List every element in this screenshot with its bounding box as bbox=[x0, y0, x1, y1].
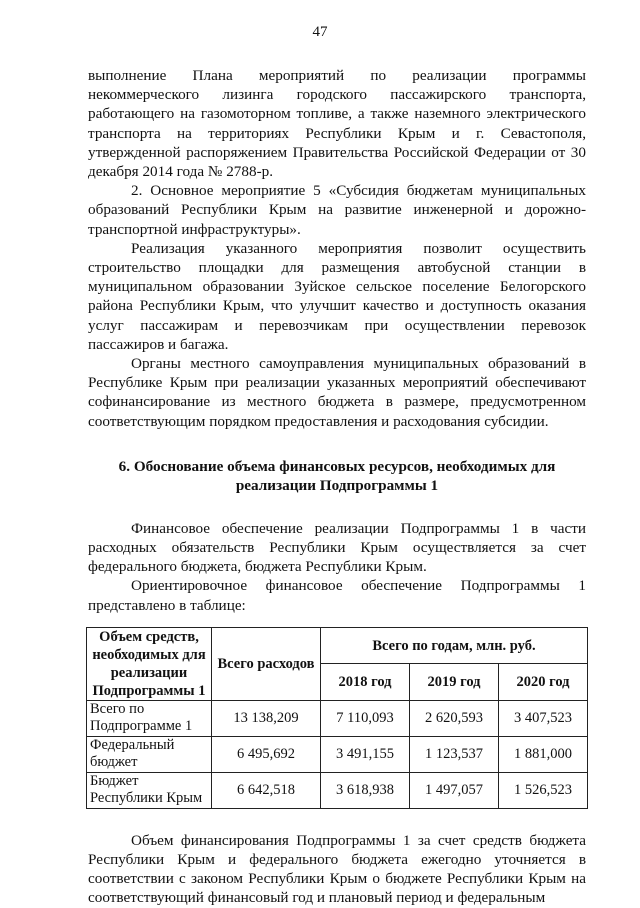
cell-total: 6 642,518 bbox=[212, 772, 321, 808]
cell-2019: 1 497,057 bbox=[410, 772, 499, 808]
cell-total: 13 138,209 bbox=[212, 700, 321, 736]
paragraph: Финансовое обеспечение реализации Подпрограммы 1 в части расходных обязательств Республики Крым осуществляется за счет федерального бюджета, бюджета Республики Крым. bbox=[88, 519, 586, 576]
table-header-volume: Объем средств, необходимых для реализации Подпрограммы 1 bbox=[87, 627, 212, 700]
cell-2020: 1 881,000 bbox=[499, 736, 588, 772]
page-number: 47 bbox=[312, 24, 328, 40]
row-label: Всего по Подпрограмме 1 bbox=[87, 700, 212, 736]
row-label: Бюджет Республики Крым bbox=[87, 772, 212, 808]
section-title: 6. Обоснование объема финансовых ресурсов, необходимых для реализации Подпрограммы 1 bbox=[118, 457, 556, 494]
paragraph: 2. Основное мероприятие 5 «Субсидия бюджетам муниципальных образований Республики Крым на развитие инженерной и дорожно-транспортной инфраструктуры». bbox=[88, 182, 586, 238]
cell-2019: 1 123,537 bbox=[410, 736, 499, 772]
paragraph: Органы местного самоуправления муниципальных образований в Республике Крым при реализации указанных мероприятий обеспечивают софинансирование из местного бюджета в размере, предусмотренном соответствующим порядком предоставления и расходования субсидии. bbox=[88, 355, 586, 430]
table-row bbox=[87, 700, 588, 736]
cell-2018: 3 491,155 bbox=[321, 736, 410, 772]
table-header-year: 2020 год bbox=[499, 664, 588, 701]
funding-table bbox=[86, 627, 588, 809]
table-header-years-group: Всего по годам, млн. руб. bbox=[321, 627, 588, 664]
table-header-year: 2018 год bbox=[321, 664, 410, 701]
document-body bbox=[88, 66, 586, 908]
cell-2018: 3 618,938 bbox=[321, 772, 410, 808]
table-header-year: 2019 год bbox=[410, 664, 499, 701]
cell-total: 6 495,692 bbox=[212, 736, 321, 772]
table-row bbox=[87, 736, 588, 772]
cell-2020: 1 526,523 bbox=[499, 772, 588, 808]
table-row bbox=[87, 772, 588, 808]
cell-2018: 7 110,093 bbox=[321, 700, 410, 736]
paragraph: Реализация указанного мероприятия позволит осуществить строительство площадки для размещения автобусной станции в муниципальном образовании Зуйское сельское поселение Белогорского района Республики Крым, что улучшит качество и доступность оказания услуг пассажирам и перевозчикам при осуществлении перевозок пассажиров и багажа. bbox=[88, 239, 586, 353]
cell-2020: 3 407,523 bbox=[499, 700, 588, 736]
paragraph: выполнение Плана мероприятий по реализации программы некоммерческого лизинга городского пассажирского транспорта, работающего на газомоторном топливе, а также наземного электрического транспорта на территориях Республики Крым и г. Севастополя, утвержденной распоряжением Правительства Российской Федерации от 30 декабря 2014 года № 2788-р. bbox=[88, 67, 586, 181]
cell-2019: 2 620,593 bbox=[410, 700, 499, 736]
row-label: Федеральный бюджет bbox=[87, 736, 212, 772]
table-header-total: Всего расходов bbox=[212, 627, 321, 700]
paragraph: Объем финансирования Подпрограммы 1 за счет средств бюджета Республики Крым и федерального бюджета ежегодно уточняется в соответствии с законом Республики Крым о бюджете Республики Крым на соответствующий финансовый год и плановый период и федеральным bbox=[88, 831, 586, 907]
paragraph: Ориентировочное финансовое обеспечение Подпрограммы 1 представлено в таблице: bbox=[88, 577, 586, 614]
